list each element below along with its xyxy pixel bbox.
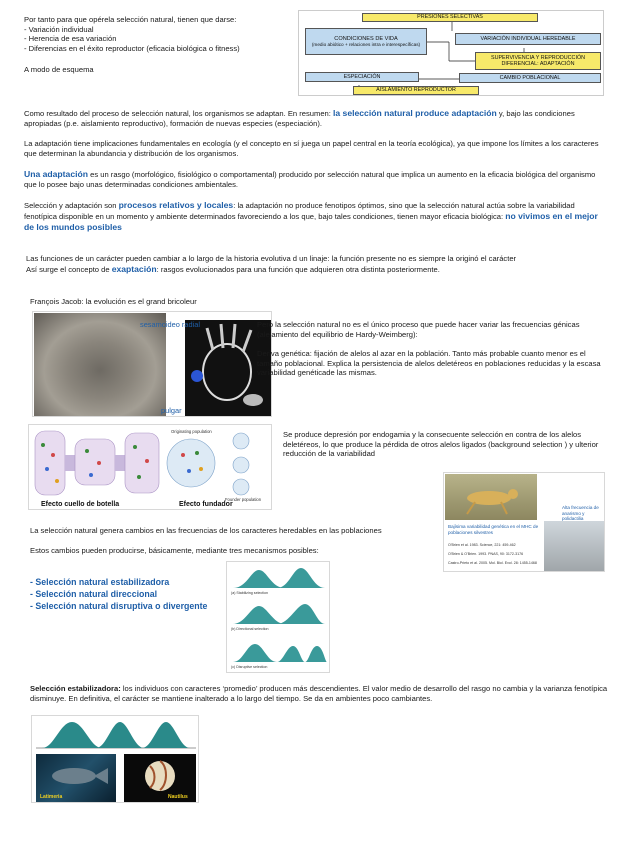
- people-photo: [544, 521, 604, 571]
- originating-label: Originating population: [171, 429, 212, 434]
- selection-schema-diagram: [298, 10, 604, 96]
- p8-text: Se produce depresión por endogamia y la consecuente selección en contra de los alelos deletéreos, lo que produce la pérdida de otros alelos ligados (background selection ) y ulterior reducción de la variabilidad: [283, 430, 599, 459]
- p5-text-post: : rasgos evolucionados para una función que adquieren otra distinta posteriormente.: [156, 264, 440, 274]
- mechanism-item: - Selección natural estabilizadora: [30, 577, 170, 587]
- panda-label-thumb: pulgar: [161, 406, 182, 415]
- jacob-quote: [30, 297, 330, 307]
- paragraph-natural-selection-changes: [30, 526, 440, 536]
- nautilus-caption: Nautilus: [168, 794, 188, 800]
- paragraph-mechanisms: [30, 546, 320, 556]
- box-aislamiento: [353, 86, 479, 95]
- p10-text: Estos cambios pueden producirse, básicamente, mediante tres mecanismos posibles:: [30, 546, 319, 555]
- paragraph-ecology-implications: [24, 139, 608, 158]
- schema-label: A modo de esquema: [24, 64, 94, 74]
- selection-types-figure: [226, 561, 330, 673]
- cheetah-figure: [443, 472, 605, 572]
- box-cambio: [459, 73, 601, 83]
- disruptive-caption: (c) Disruptive selection: [231, 665, 268, 669]
- p1-text-post: y, bajo las condiciones apropiadas (p.e. aislamiento reproductivo), formación de nuevas especies (especiación).: [24, 109, 575, 128]
- founder-caption: Efecto fundador: [179, 501, 233, 508]
- box-condiciones-label: CONDICIONES DE VIDA: [334, 35, 398, 42]
- paragraph-relative-processes: [24, 200, 608, 233]
- p2-text: La adaptación tiene implicaciones fundamentales en ecología (y el concepto en sí juega un papel central en la teoría ecológica), ya que impone los límites a los caracteres que determinan la abundancia y distribución de los organismos.: [24, 139, 599, 158]
- box-supervivencia-label: SUPERVIVENCIA Y REPRODUCCIÓN DIFERENCIAL: ADAPTACIÓN: [490, 54, 586, 67]
- p1-highlight: la selección natural produce adaptación: [333, 108, 497, 118]
- mechanism-item: - Selección natural direccional: [30, 589, 158, 600]
- bottleneck-founder-figure: [28, 424, 272, 510]
- stabilizing-caption: (a) Stabilizing selection: [231, 591, 268, 595]
- box-presiones: [362, 13, 538, 22]
- intro-bullet: - Diferencias en el éxito reproductor (eficacia biológica o fitness): [24, 44, 240, 54]
- box-aislamiento-label: AISLAMIENTO REPRODUCTOR: [376, 87, 456, 94]
- box-condiciones-sub: (medio abiótico + relaciones intra e interespecíficas): [311, 42, 421, 47]
- p7-text: Deriva genética: fijación de alelos al azar en la población. Tanto más probable cuanto menor es el tamaño poblacional. Explica la persistencia de alelos deletéreos en poblaciones reducidas y la escasa variabilidad genéticade las mismas.: [257, 349, 601, 378]
- selection-curves: [227, 562, 330, 673]
- p5-text: Así surge el concepto de: [26, 264, 112, 274]
- paragraph-inbreeding: [283, 430, 607, 459]
- cheetah-ref: Castro-Prieto et al. 2005. Mol. Biol. Evol. 28: 1455-1468: [448, 561, 537, 565]
- intro-bullet: - Variación individual: [24, 24, 94, 34]
- cheetah-ref: O'Brien et al. 1983. Science, 221: 459-462: [448, 543, 516, 547]
- box-condiciones: [305, 28, 427, 55]
- paragraph-exaptation: [26, 254, 610, 275]
- p4-highlight: procesos relativos y locales: [118, 200, 234, 210]
- stabilizing-curves: [32, 716, 199, 752]
- p1-text: Como resultado del proceso de selección natural, los organismos se adaptan. En resumen:: [24, 109, 333, 118]
- intro-bullet: - Herencia de esa variación: [24, 34, 117, 44]
- box-especiacion-label: ESPECIACIÓN: [343, 73, 381, 80]
- p9-text: La selección natural genera cambios en las frecuencias de los caracteres heredables en las poblaciones: [30, 526, 382, 535]
- intro-block: [24, 15, 294, 75]
- p5-highlight: exaptación: [111, 263, 157, 274]
- panda-thumb-figure: [32, 311, 272, 417]
- panda-label-sesamoid: sesamoideo radial: [140, 320, 200, 329]
- paragraph-stabilizing: [30, 684, 608, 703]
- box-supervivencia: [475, 52, 601, 70]
- paragraph-genetic-drift: [257, 349, 607, 378]
- box-presiones-label: PRESIONES SELECTIVAS: [417, 14, 483, 21]
- founder-label: Founder population: [225, 497, 262, 502]
- stabilizing-selection-figure: [31, 715, 199, 803]
- box-variacion-label: VARIACIÓN INDIVIDUAL HEREDABLE: [480, 35, 576, 42]
- cheetah-icon: [445, 474, 537, 520]
- directional-caption: (b) Directional selection: [231, 627, 269, 631]
- box-especiacion: [305, 72, 419, 82]
- jacob-text: François Jacob: la evolución es el grand bricoleur: [30, 297, 197, 306]
- p5-line1: Las funciones de un carácter pueden cambiar a lo largo de la historia evolutiva d un linaje: la función presente no es siempre la originó el carácter: [26, 254, 517, 263]
- box-cambio-label: CAMBIO POBLACIONAL: [499, 74, 561, 81]
- cheetah-ref: O'Brien & O'Brien. 1993. PNAS, 90: 3172-3176: [448, 552, 524, 556]
- p3-text: es un rasgo (morfológico, fisiológico o comportamental) producido por selección natural que implica un aumento en la eficacia biológica del organismo que lo posee bajo unas determinadas condiciones ambientales.: [24, 170, 596, 189]
- p3-highlight: Una adaptación: [24, 169, 88, 179]
- paragraph-adaptation-definition: [24, 169, 608, 190]
- p6-text: Pero la selección natural no es el único proceso que puede hacer variar las frecuencias génicas (alejamiento del equilibrio de Hardy-Weimberg):: [257, 320, 580, 339]
- cheetah-baja-label: Bajísima variabilidad genética en el MHC de poblaciones silvestres: [448, 524, 539, 535]
- mechanism-item: - Selección natural disruptiva o divergente: [30, 601, 208, 612]
- p11-text: los individuos con caracteres ‘promedio’ producen más descendientes. El valor medio de desarrollo del rasgo no cambia y la varianza fenotípica disminuye. En definitiva, el carácter se mantiene inalterado a lo largo del tiempo. Se da en ambientes poco cambiantes.: [30, 684, 608, 703]
- latimeria-caption: Latimeria: [40, 794, 63, 800]
- intro-line: Por tanto para que opérela selección natural, tienen que darse:: [24, 15, 237, 24]
- p4-text-post: : la adaptación no produce fenotipos óptimos, sino que la selección natural actúa sobre la variabilidad fenotípica disponible en un momento y ambiente determinados favoreciendo a los que, bajo tales condiciones, tienen mayor eficacia biológica:: [24, 201, 575, 221]
- cheetah-photo: [445, 474, 537, 520]
- p4-text: Selección y adaptación son: [24, 201, 119, 210]
- paragraph-adaptation-result: [24, 108, 608, 129]
- bottleneck-caption: Efecto cuello de botella: [41, 501, 120, 508]
- box-variacion: [455, 33, 601, 45]
- p4-highlight-2: no vivimos en el mejor de los mundos posibles: [24, 211, 598, 232]
- p11-highlight: Selección estabilizadora:: [30, 684, 121, 693]
- cheetah-alta-label: Alta frecuencia de anarismo y polidactilia: [562, 505, 599, 521]
- paragraph-other-processes: [257, 320, 607, 339]
